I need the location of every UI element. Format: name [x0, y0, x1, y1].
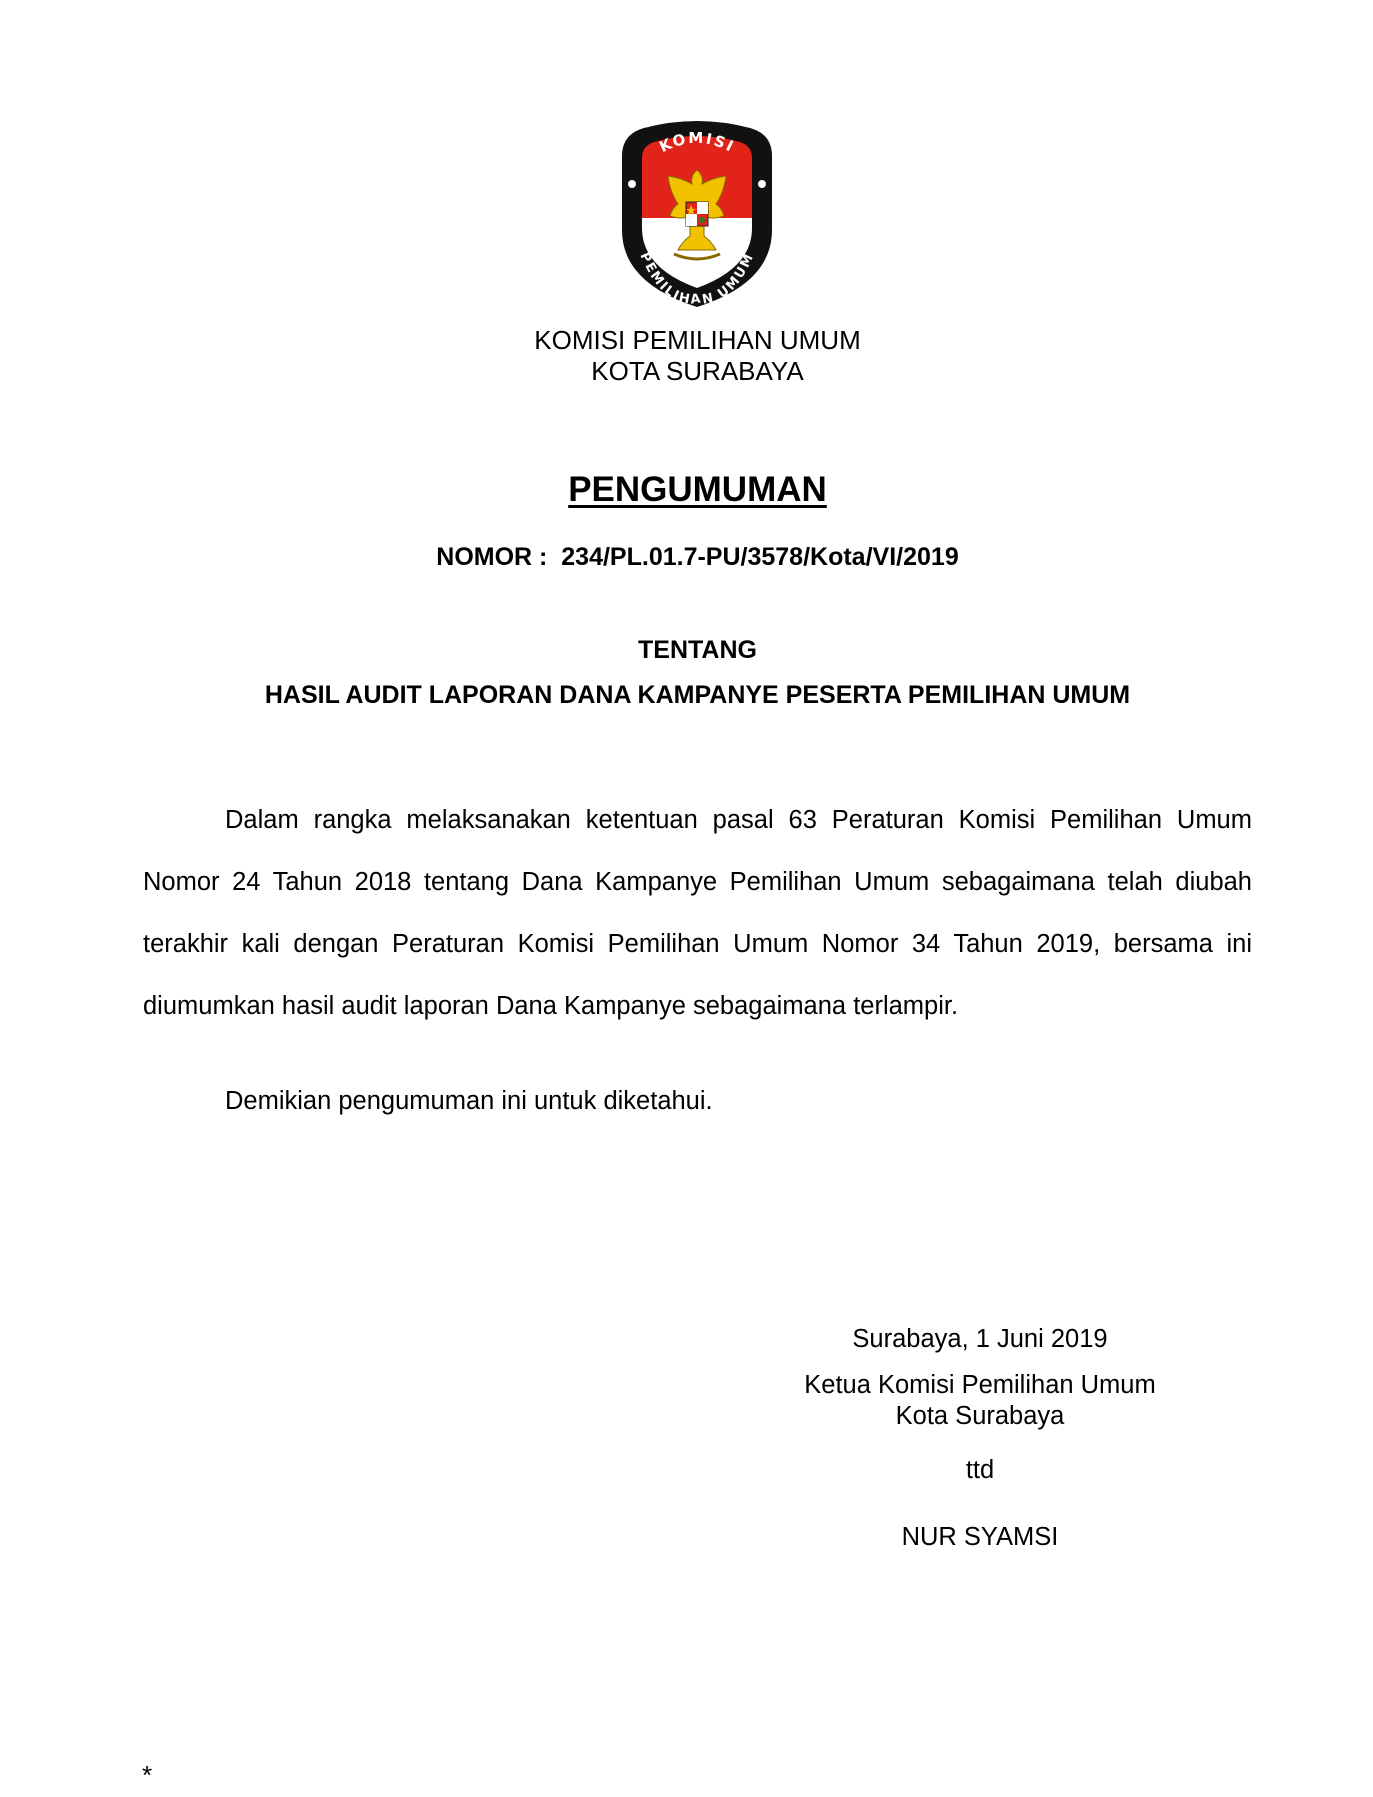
kpu-logo: [612, 118, 782, 308]
signature-ttd: ttd: [965, 1456, 995, 1484]
document-subject: HASIL AUDIT LAPORAN DANA KAMPANYE PESERTA PEMILIHAN UMUM: [264, 681, 1131, 709]
org-name: KOMISI PEMILIHAN UMUM: [534, 325, 861, 355]
closing-statement: Demikian pengumuman ini untuk diketahui.: [225, 1087, 713, 1115]
signatory-name: NUR SYAMSI: [901, 1523, 1059, 1551]
document-title: PENGUMUMAN: [568, 470, 827, 509]
svg-text:PEMILIHAN UMUM: PEMILIHAN UMUM: [636, 250, 758, 308]
footer-asterisk: *: [142, 1760, 153, 1790]
tentang-heading: TENTANG: [638, 636, 757, 664]
org-city: KOTA SURABAYA: [591, 356, 804, 386]
document-number: NOMOR : 234/PL.01.7-PU/3578/Kota/VI/2019: [436, 543, 959, 571]
signature-position-city: Kota Surabaya: [895, 1402, 1065, 1430]
signature-position: Ketua Komisi Pemilihan Umum: [804, 1371, 1156, 1399]
body-paragraph: Dalam rangka melaksanakan ketentuan pasal 63 Peraturan Komisi Pemilihan Umum Nomor 24 Tahun 2018 tentang Dana Kampanye Pemilihan Umum sebagaimana telah diubah terakhir kali dengan Peraturan Komisi Pemilihan Umum Nomor 34 Tahun 2019, bersama ini diumumkan hasil audit laporan Dana Kampanye sebagaimana terlampir.: [143, 806, 1252, 1020]
signature-place-date: Surabaya, 1 Juni 2019: [852, 1325, 1108, 1353]
svg-text:KOMISI: KOMISI: [656, 128, 738, 157]
